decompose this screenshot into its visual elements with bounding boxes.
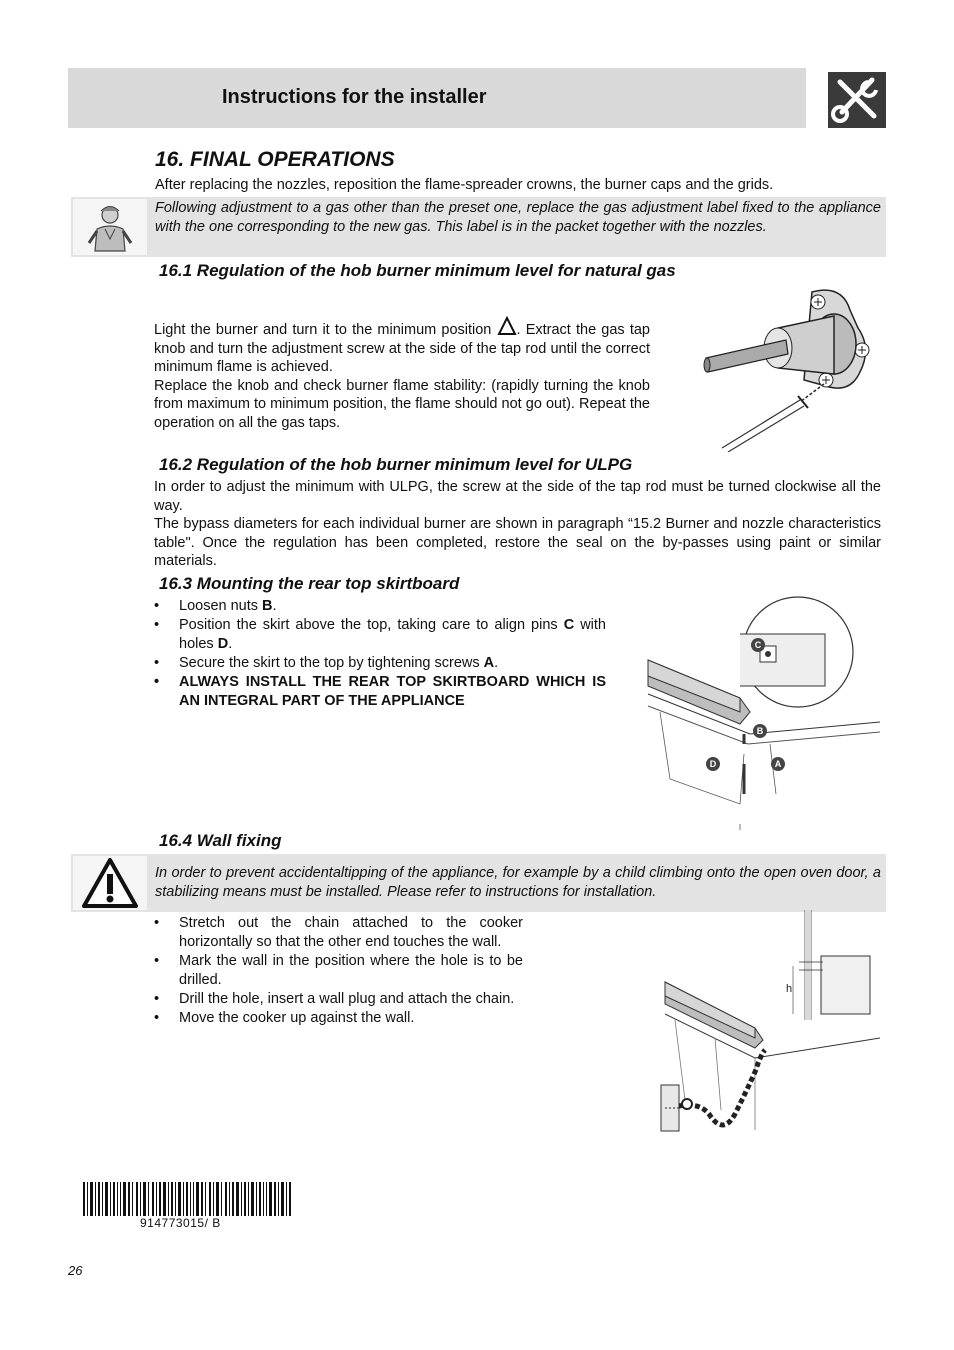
list-item: • Loosen nuts B. [154,597,606,616]
list-item: • Position the skirt above the top, taking care to align pins C with holes D. [154,616,606,654]
subsection-16-1-text [154,316,650,432]
list-item: • Drill the hole, insert a wall plug and attach the chain. [154,990,523,1009]
page-number: 26 [68,1263,83,1278]
s162-text-1: In order to adjust the minimum with ULPG, the screw at the side of the tap rod must be turned clockwise all the way. [154,479,881,514]
gas-label-note: Following adjustment to a gas other than the preset one, replace the gas adjustment label fixed to the appliance with the one corresponding to the new gas. This label is in the packet together with the nozzles. [155,200,881,235]
s162-text-2: The bypass diameters for each individual burner are shown in paragraph “15.2 Burner and nozzle characteristics table". Once the regulation has been completed, restore the seal on the by-passes using paint or similar materials. [154,516,881,569]
technician-icon [73,199,147,255]
gas-tap-diagram [700,282,890,452]
skirtboard-steps [154,597,606,711]
barcode-number: 914773015/ B [140,1216,221,1230]
s161-text-a: Light the burner and turn it to the minimum position [154,322,492,338]
wall-fixing-steps [154,914,523,1028]
subsection-16-2-text [154,478,881,571]
list-item: • Secure the skirt to the top by tightening screws A. [154,654,606,673]
list-item: • ALWAYS INSTALL THE REAR TOP SKIRTBOARD WHICH IS AN INTEGRAL PART OF THE APPLIANCE [154,673,606,711]
barcode-image [83,1182,291,1216]
s161-text-2: Replace the knob and check burner flame stability: (rapidly turning the knob from maximum to minimum position, the flame should not go out). Repeat the operation on all the gas taps. [154,377,650,431]
list-item: • Mark the wall in the position where the hole is to be drilled. [154,952,523,990]
label-b: B [756,726,764,736]
skirtboard-diagram [640,594,885,830]
wall-fixing-diagram [655,910,885,1150]
s161-text-b: . Extract the gas tap knob and turn the adjustment screw at the side of the tap rod until the correct minimum flame is achieved. [154,322,650,375]
height-label: h [786,983,793,995]
warning-icon [73,856,147,910]
list-item: • Stretch out the chain attached to the cooker horizontally so that the other end touches the wall. [154,914,523,952]
tools-icon [828,72,886,128]
label-a: A [774,759,782,769]
section-title: 16. FINAL OPERATIONS [155,148,395,171]
label-d: D [709,759,717,769]
section-intro: After replacing the nozzles, reposition the flame-spreader crowns, the burner caps and the grids. [155,177,774,193]
label-c: C [754,640,762,650]
subsection-16-2-title: 16.2 Regulation of the hob burner minimum level for ULPG [159,455,633,474]
page-header-title: Instructions for the installer [222,86,487,108]
list-item: • Move the cooker up against the wall. [154,1009,523,1028]
subsection-16-4-title: 16.4 Wall fixing [159,831,282,850]
subsection-16-3-title: 16.3 Mounting the rear top skirtboard [159,574,460,593]
stabilizing-warning-text: In order to prevent accidentaltipping of the appliance, for example by a child climbing onto the open oven door, a stabilizing means must be installed. Please refer to instructions for installation. [155,865,881,900]
subsection-16-1-title: 16.1 Regulation of the hob burner minimum level for natural gas [159,261,676,280]
minimum-flame-icon [497,316,517,334]
